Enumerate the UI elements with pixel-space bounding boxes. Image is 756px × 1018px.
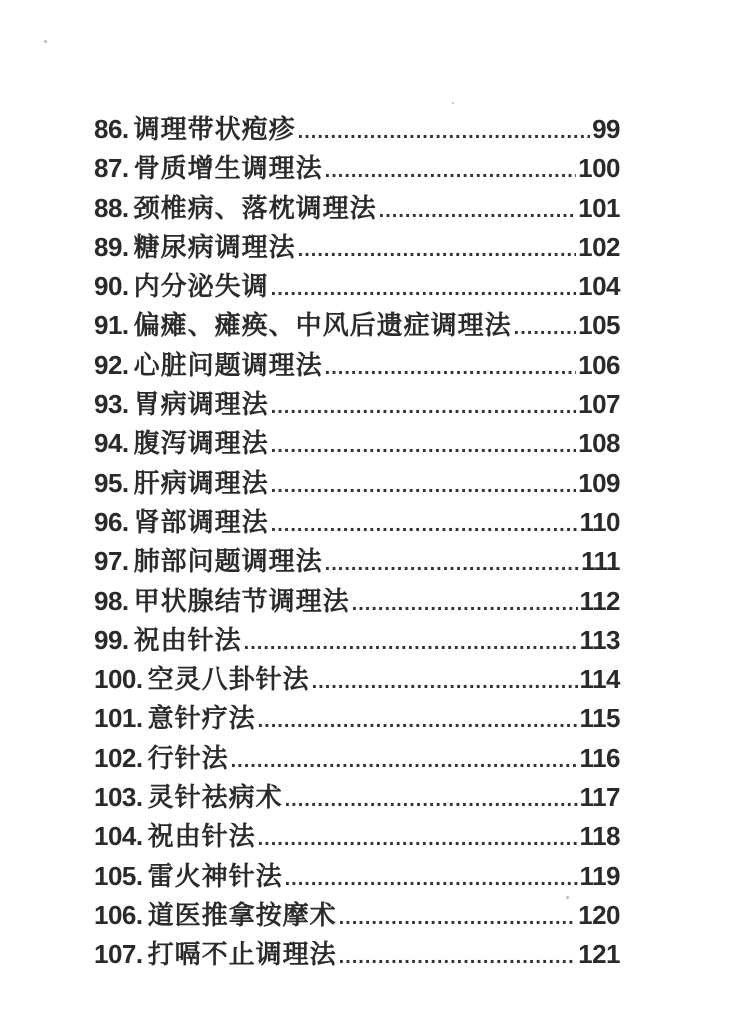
entry-number: 88. (94, 192, 129, 223)
entry-page-number: 115 (579, 703, 620, 734)
toc-entry[interactable] (94, 228, 620, 267)
entry-title: 骨质增生调理法 (133, 154, 323, 185)
entry-number: 102. (94, 742, 143, 773)
entry-number: 89. (94, 231, 129, 262)
dot-leader (285, 781, 578, 820)
toc-entry[interactable] (94, 149, 620, 188)
entry-title: 行针法 (147, 743, 229, 774)
dot-leader (271, 388, 576, 427)
toc-entry[interactable] (94, 306, 620, 345)
entry-title: 甲状腺结节调理法 (133, 586, 350, 617)
entry-number: 95. (94, 467, 129, 498)
entry-number: 86. (94, 114, 129, 144)
entry-number: 90. (94, 271, 129, 302)
toc-entry[interactable] (94, 503, 620, 542)
dot-leader (379, 192, 576, 231)
entry-page-number: 109 (578, 467, 620, 498)
dot-leader (325, 152, 576, 191)
toc-entry[interactable] (94, 582, 620, 621)
entry-page-number: 106 (578, 349, 620, 380)
toc-entry[interactable] (94, 621, 620, 660)
entry-number: 93. (94, 389, 129, 420)
entry-number: 107. (94, 939, 143, 970)
dot-leader (258, 702, 578, 741)
entry-title: 祝由针法 (133, 625, 242, 656)
entry-title: 肝病调理法 (133, 468, 269, 499)
toc-entry[interactable] (94, 464, 620, 503)
entry-page-number: 101 (578, 192, 620, 223)
entry-number: 92. (94, 349, 129, 380)
dot-leader (298, 231, 576, 270)
toc-entry[interactable] (94, 739, 620, 778)
entry-page-number: 111 (580, 546, 620, 577)
toc-entry[interactable] (94, 857, 620, 896)
toc-entry[interactable] (94, 110, 620, 149)
scan-speck (452, 102, 454, 104)
dot-leader (271, 427, 576, 466)
entry-title: 打嗝不止调理法 (147, 940, 337, 971)
toc-entry[interactable] (94, 346, 620, 385)
dot-leader (244, 624, 578, 663)
entry-page-number: 105 (578, 310, 620, 341)
entry-page-number: 120 (578, 899, 620, 930)
entry-title: 肺部问题调理法 (133, 547, 323, 578)
toc-entry[interactable] (94, 424, 620, 463)
entry-number: 101. (94, 703, 143, 734)
toc-entry[interactable] (94, 660, 620, 699)
entry-page-number: 100 (578, 153, 620, 184)
entry-title: 心脏问题调理法 (133, 350, 323, 381)
entry-number: 99. (94, 624, 129, 655)
entry-number: 91. (94, 310, 129, 341)
scan-speck (44, 40, 47, 43)
entry-number: 103. (94, 782, 143, 813)
entry-number: 97. (94, 546, 129, 577)
toc-entry[interactable] (94, 189, 620, 228)
entry-title: 祝由针法 (147, 822, 256, 853)
entry-title: 肾部调理法 (133, 507, 269, 538)
entry-title: 胃病调理法 (133, 390, 269, 421)
entry-title: 腹泻调理法 (133, 429, 269, 460)
dot-leader (258, 820, 578, 859)
entry-title: 偏瘫、瘫痪、中风后遗症调理法 (133, 311, 512, 342)
entry-page-number: 117 (579, 782, 620, 813)
entry-title: 意针疗法 (147, 704, 256, 735)
dot-leader (325, 349, 576, 388)
entry-number: 100. (94, 664, 143, 695)
dot-leader (352, 585, 578, 624)
dot-leader (271, 467, 576, 506)
entry-page-number: 119 (579, 860, 620, 891)
entry-title: 灵针祛病术 (147, 783, 283, 814)
entry-page-number: 118 (579, 821, 620, 852)
entry-number: 106. (94, 899, 143, 930)
dot-leader (339, 899, 576, 938)
entry-number: 105. (94, 860, 143, 891)
entry-page-number: 116 (579, 742, 620, 773)
entry-page-number: 102 (578, 231, 620, 262)
entry-title: 调理带状疱疹 (133, 115, 296, 145)
entry-number: 87. (94, 153, 129, 184)
toc-entry[interactable] (94, 542, 620, 581)
entry-title: 道医推拿按摩术 (147, 900, 337, 931)
entry-title: 内分泌失调 (133, 272, 269, 303)
dot-leader (231, 742, 578, 781)
entry-number: 94. (94, 428, 129, 459)
dot-leader (298, 113, 590, 152)
entry-page-number: 108 (578, 428, 620, 459)
dot-leader (271, 270, 576, 309)
toc-entry[interactable] (94, 385, 620, 424)
entry-title: 糖尿病调理法 (133, 232, 296, 263)
dot-leader (514, 309, 576, 348)
entry-title: 雷火神针法 (147, 861, 283, 892)
entry-title: 颈椎病、落枕调理法 (133, 193, 377, 224)
dot-leader (312, 663, 578, 702)
toc-entry[interactable] (94, 817, 620, 856)
toc-entry[interactable] (94, 935, 620, 974)
entry-page-number: 114 (579, 664, 620, 695)
dot-leader (285, 860, 578, 899)
dot-leader (271, 506, 578, 545)
entry-number: 98. (94, 585, 129, 616)
entry-page-number: 107 (578, 389, 620, 420)
table-of-contents (94, 110, 620, 975)
entry-page-number: 113 (579, 624, 620, 655)
toc-entry[interactable] (94, 699, 620, 738)
entry-page-number: 104 (578, 271, 620, 302)
toc-entry[interactable] (94, 778, 620, 817)
entry-page-number: 112 (579, 585, 620, 616)
toc-entry[interactable] (94, 896, 620, 935)
entry-page-number: 121 (578, 939, 620, 970)
entry-number: 96. (94, 506, 129, 537)
dot-leader (339, 938, 576, 977)
entry-page-number: 99 (592, 114, 620, 144)
entry-page-number: 110 (579, 506, 620, 537)
entry-number: 104. (94, 821, 143, 852)
dot-leader (325, 545, 579, 584)
toc-entry[interactable] (94, 267, 620, 306)
entry-title: 空灵八卦针法 (147, 665, 310, 696)
